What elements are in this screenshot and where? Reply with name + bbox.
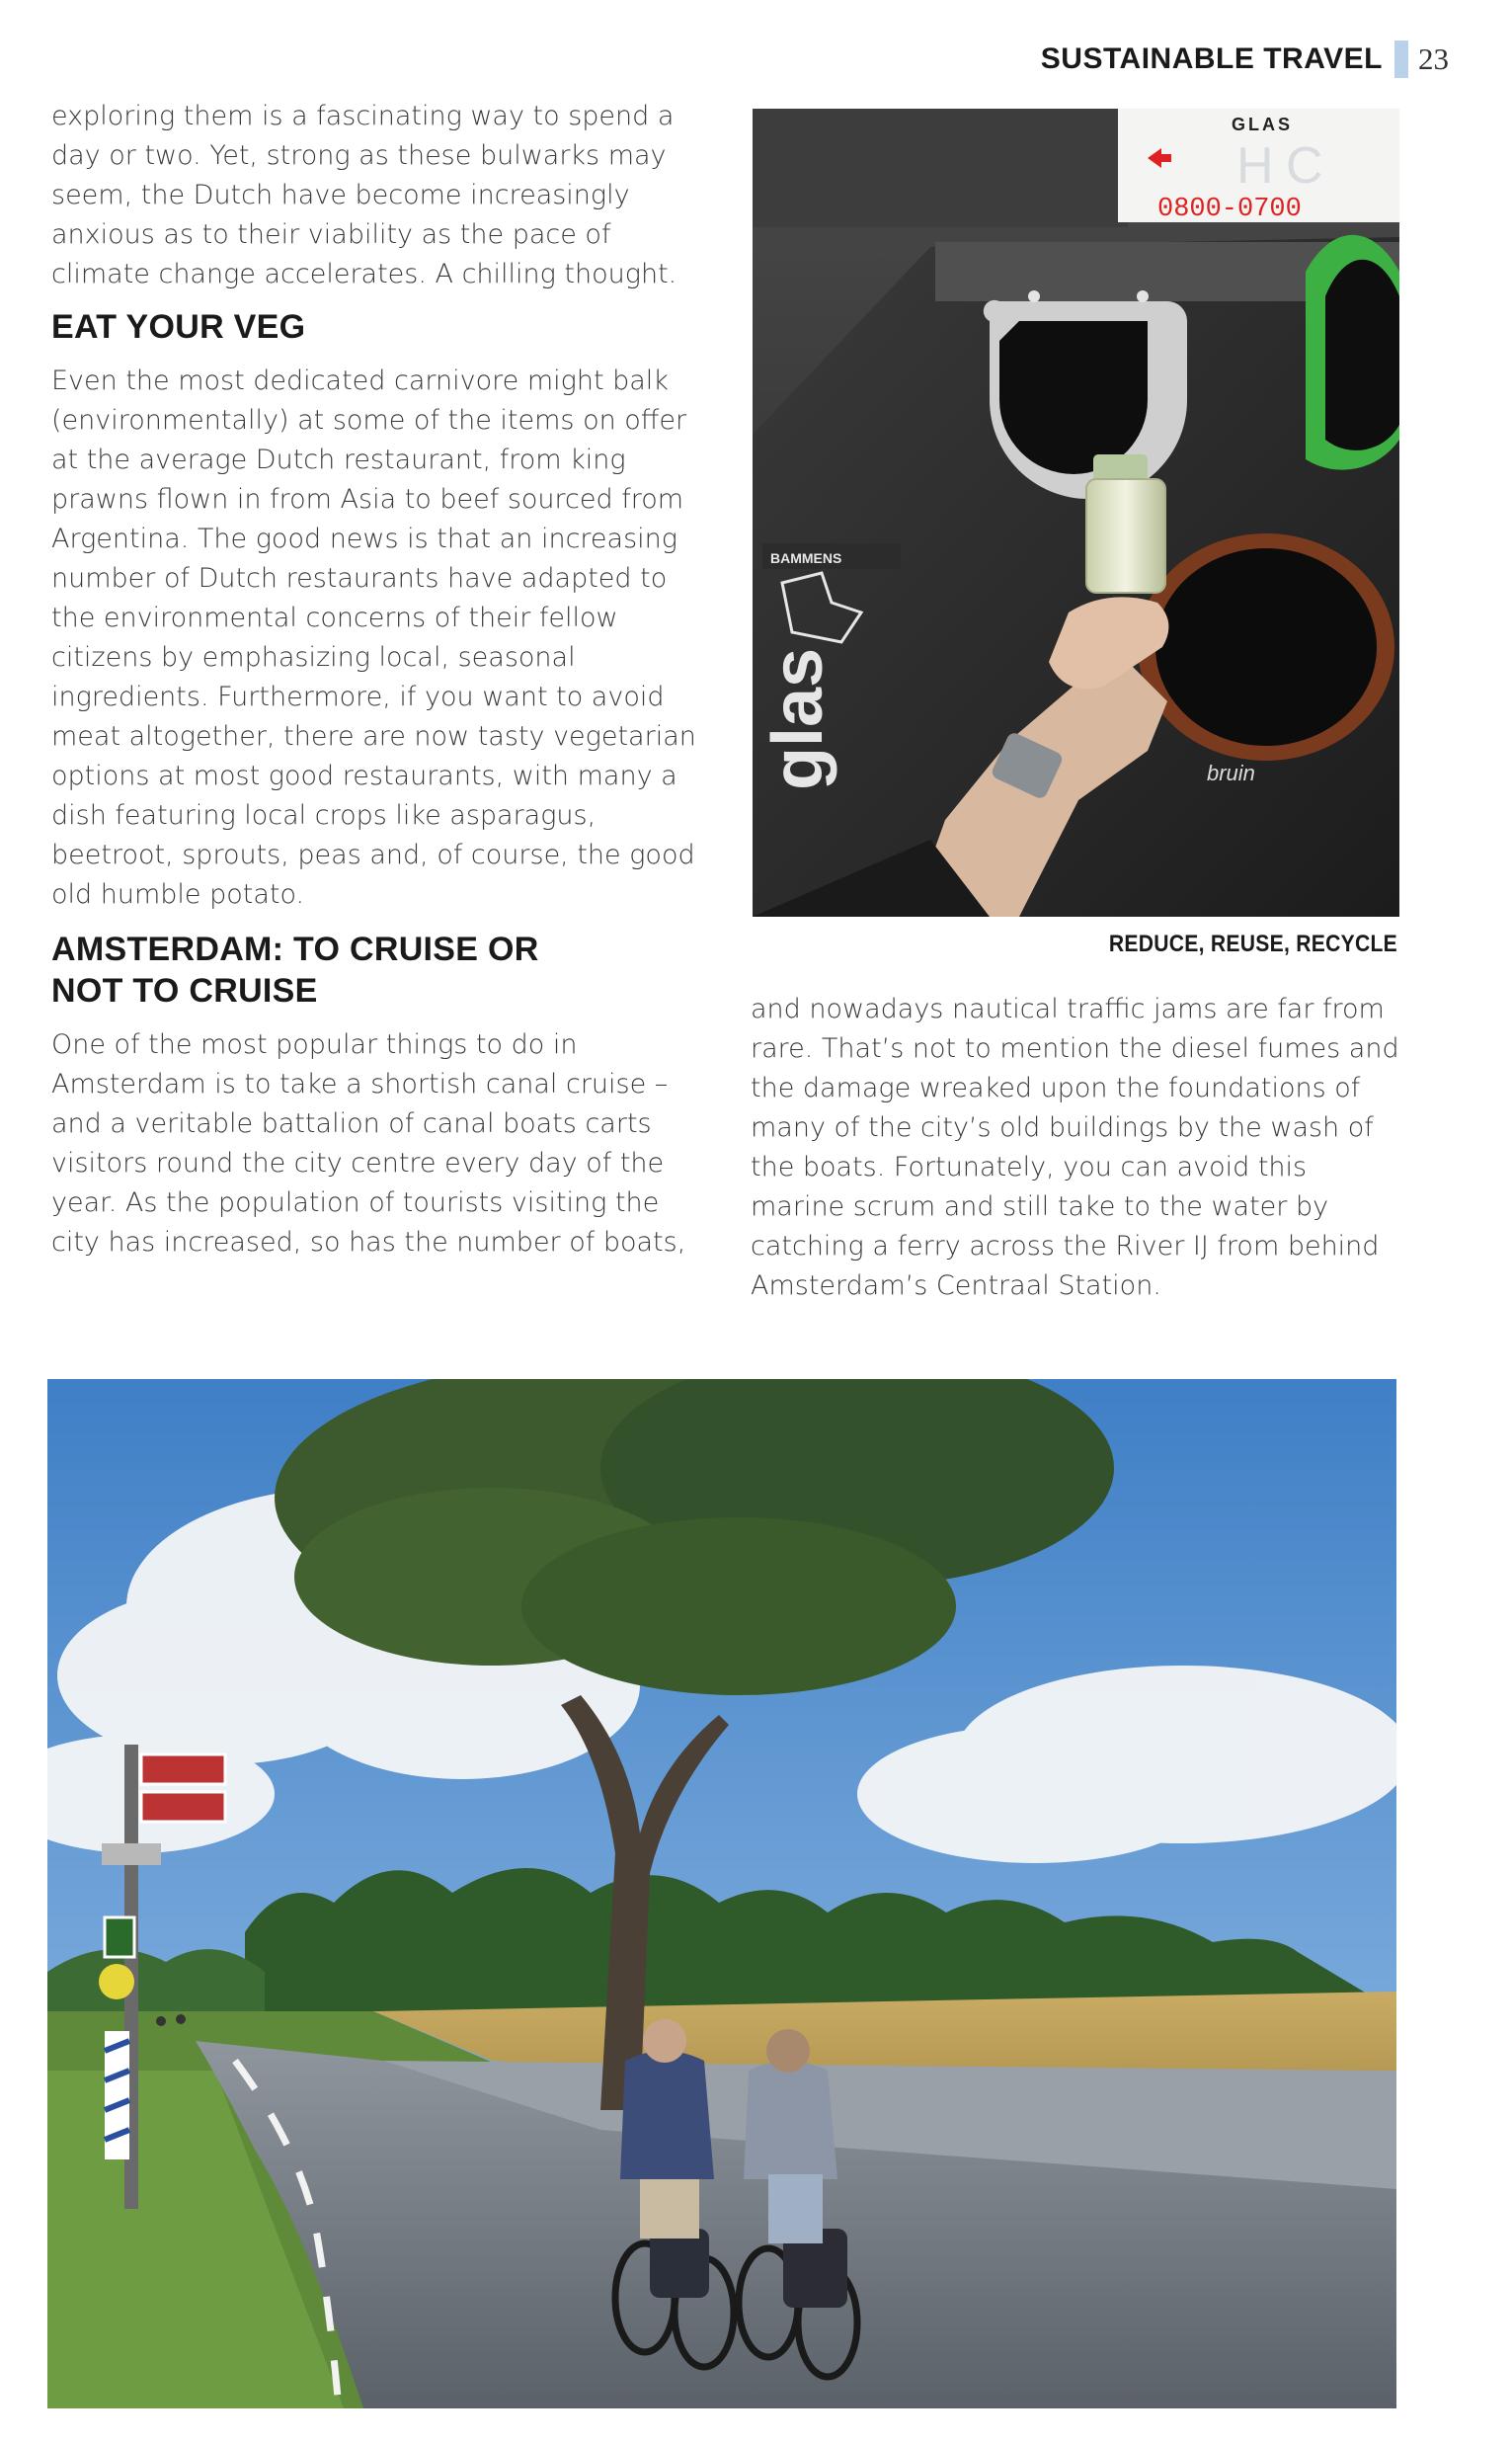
right-column — [751, 990, 1402, 1306]
sign-phone-text: 0800-0700 — [1157, 195, 1302, 224]
heading-eat-your-veg: EAT YOUR VEG — [51, 308, 306, 346]
sign-glas-text: GLAS — [1232, 115, 1294, 134]
photo-caption: REDUCE, REUSE, RECYCLE — [1108, 931, 1397, 957]
svg-text:H: H — [1236, 137, 1274, 195]
cycling-landscape — [47, 1379, 1396, 2408]
label-bruin: bruin — [1207, 761, 1255, 785]
brand-text: BAMMENS — [770, 550, 842, 566]
bin-glas-text: glas — [758, 647, 837, 790]
heading-amsterdam-cruise: AMSTERDAM: TO CRUISE OR NOT TO CRUISE — [51, 931, 539, 1010]
svg-text:C: C — [1286, 137, 1323, 195]
cycling-photo — [47, 1379, 1396, 2408]
ferry-paragraph: and nowadays nautical traffic jams are far from rare. That’s not to mention the diesel fumes and the damage wreaked upon the foundations of many of the city’s old buildings by the wash of the boats. Fortunately, you can avoid this marine scrum and still take to the water by catching a ferry across the River IJ from behind Amsterdam’s Centraal Station. — [751, 994, 1399, 1301]
running-header — [1041, 40, 1449, 79]
header-divider — [1394, 41, 1408, 78]
recycling-photo — [753, 109, 1399, 917]
intro-paragraph: exploring them is a fascinating way to spend a day or two. Yet, strong as these bulwarks may seem, the Dutch have become increasingly anxious as to their viability as the pace of climate change accelerates. A chilling thought. — [51, 101, 677, 289]
eat-your-veg-paragraph: Even the most dedicated carnivore might balk (environmentally) at some of the items on offer at the average Dutch restaurant, from king prawns flown in from Asia to beef sourced from Argentina. The good news is that an increasing number of Dutch restaurants have adapted to the environmental concerns of their fellow citizens by emphasizing local, seasonal ingredients. Furthermore, if you want to avoid meat altogether, there are now tasty vegetarian options at most good restaurants, with many a dish featuring local crops like asparagus, beetroot, sprouts, peas and, of course, the good old humble potato. — [51, 366, 696, 910]
section-title: SUSTAINABLE TRAVEL — [1040, 42, 1383, 75]
left-column — [51, 97, 713, 1262]
recycling-illustration — [753, 109, 1399, 917]
cruise-paragraph: One of the most popular things to do in Amsterdam is to take a shortish canal cruise – and a veritable battalion of canal boats carts visitors round the city centre every day of the year. As the population of tourists visiting the city has increased, so has the number of boats, — [51, 1029, 686, 1258]
page-number: 23 — [1418, 41, 1449, 76]
